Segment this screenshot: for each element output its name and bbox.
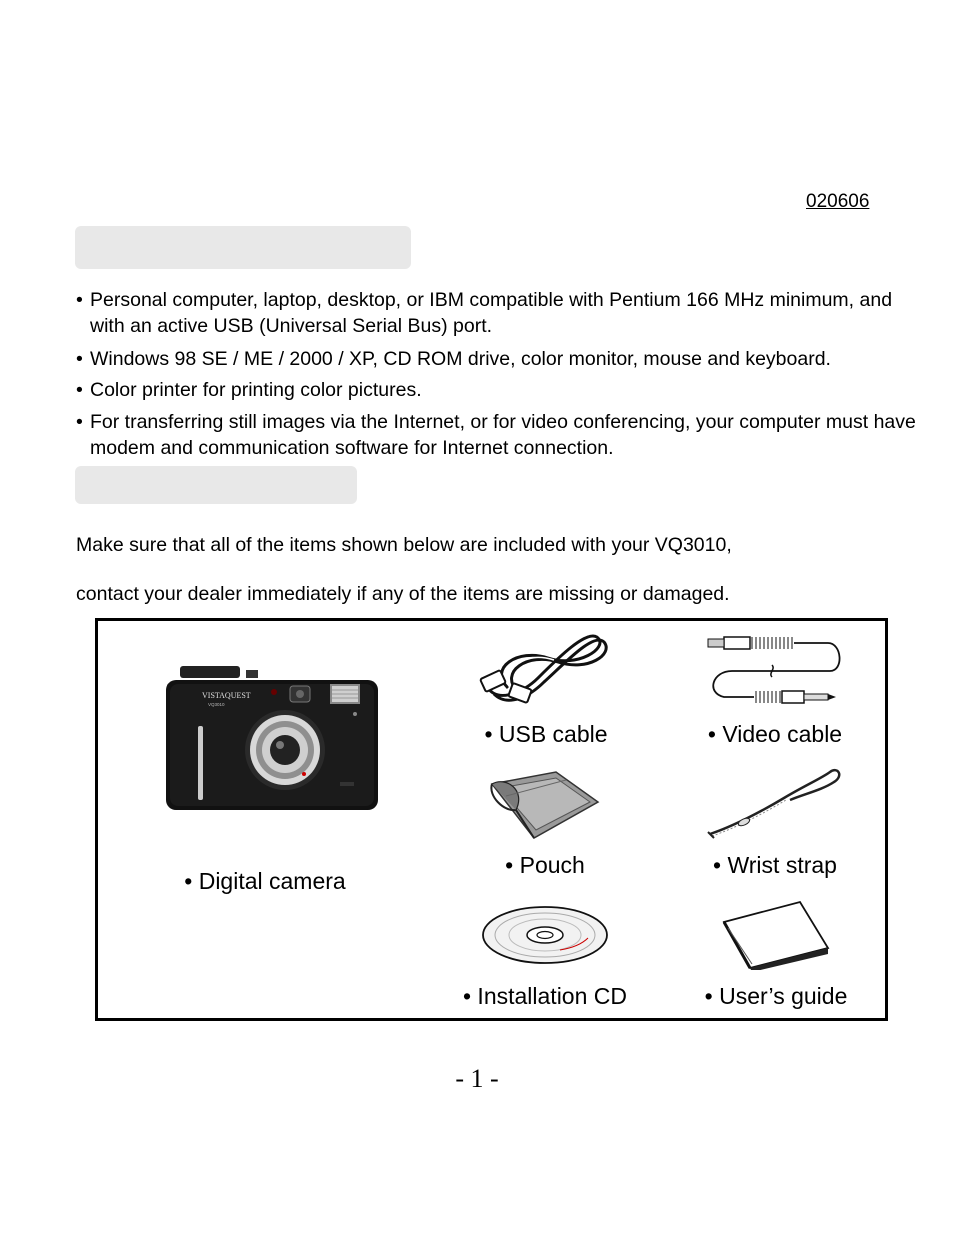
bullet: • — [76, 348, 83, 370]
item-label-video-cable: • Video cable — [707, 721, 843, 747]
section-heading-bar-package — [75, 466, 357, 504]
requirement-item — [76, 287, 926, 339]
usb-cable-image — [478, 628, 614, 712]
document-code: 020606 — [806, 191, 870, 212]
bullet: • — [76, 379, 83, 401]
package-intro-line-2: contact your dealer immediately if any of the items are missing or damaged. — [76, 583, 730, 605]
camera-brand: VISTAQUEST — [202, 691, 251, 700]
requirement-item — [76, 377, 926, 403]
bullet: • — [76, 289, 83, 311]
installation-cd-image — [480, 904, 610, 966]
requirement-text: Color printer for printing color pictures. — [90, 379, 422, 401]
pouch-image — [486, 766, 604, 842]
item-label-digital-camera: • Digital camera — [184, 868, 346, 894]
video-cable-image — [704, 631, 844, 713]
item-label-users-guide: • User’s guide — [704, 983, 848, 1009]
requirement-text: Windows 98 SE / ME / 2000 / XP, CD ROM drive, color monitor, mouse and keyboard. — [90, 348, 831, 370]
requirement-item — [76, 409, 926, 461]
camera-model: VQ3010 — [208, 702, 225, 707]
item-label-wrist-strap: • Wrist strap — [713, 852, 837, 878]
wrist-strap-image — [704, 764, 844, 840]
page-number: - 1 - — [455, 1064, 499, 1093]
users-guide-image — [720, 898, 832, 970]
bullet: • — [76, 411, 83, 433]
requirement-item — [76, 346, 926, 372]
section-heading-bar-requirements — [75, 226, 411, 269]
item-label-installation-cd: • Installation CD — [462, 983, 627, 1009]
item-label-usb-cable: • USB cable — [484, 721, 608, 747]
requirement-text: Personal computer, laptop, desktop, or IBM compatible with Pentium 166 MHz minimum, and with an active USB (Universal Serial Bus) port. — [90, 289, 893, 337]
package-intro-line-1: Make sure that all of the items shown below are included with your VQ3010, — [76, 534, 732, 556]
digital-camera-image — [160, 662, 382, 814]
item-label-pouch: • Pouch — [505, 852, 585, 878]
requirement-text: For transferring still images via the Internet, or for video conferencing, your computer must have modem and communication software for Internet connection. — [90, 411, 916, 459]
